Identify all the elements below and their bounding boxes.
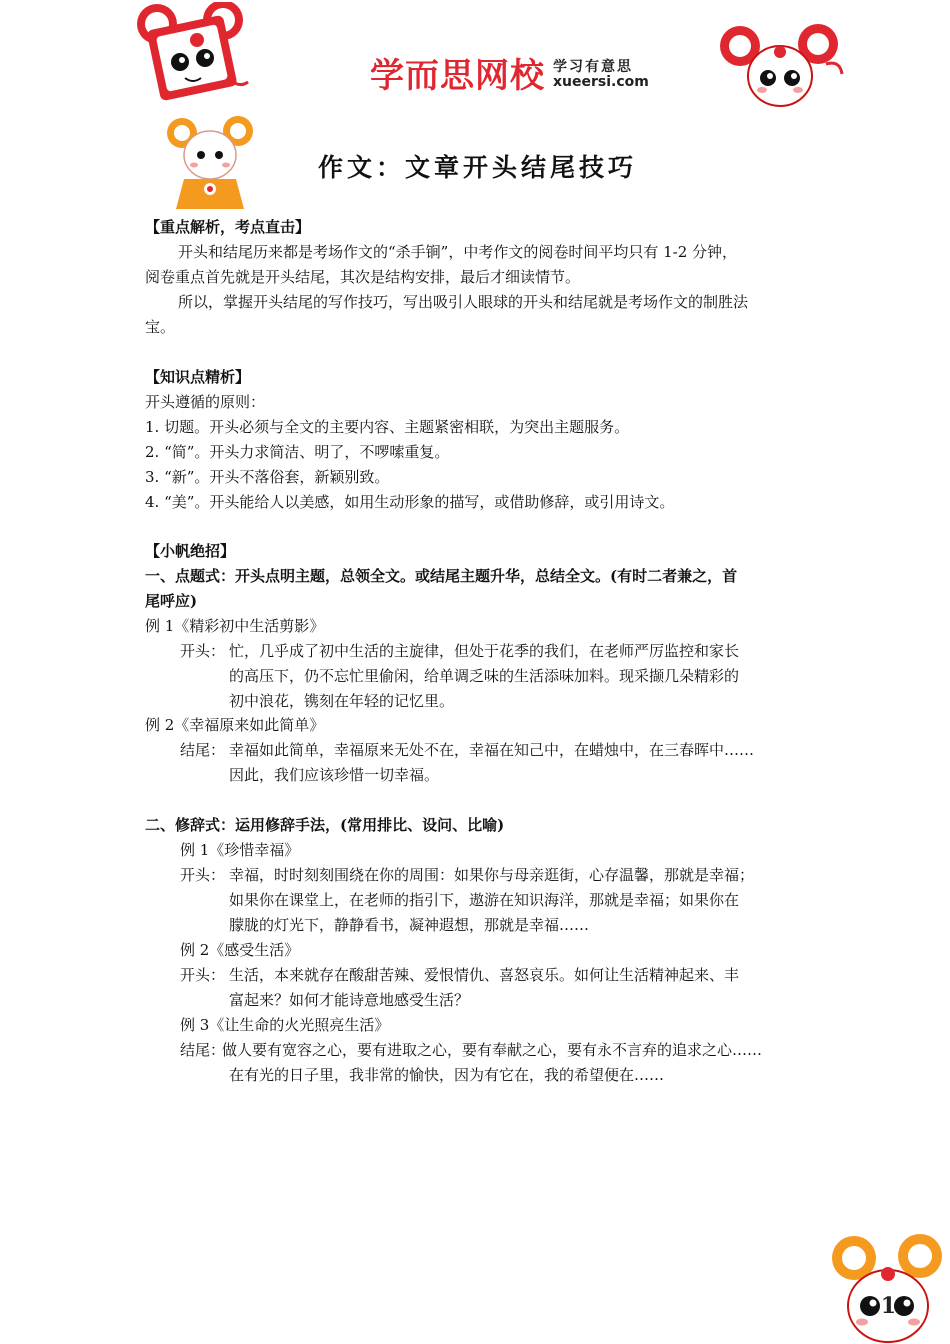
example-title: 例 2《感受生活》 [180,941,300,959]
example-label: 开头： [180,866,226,884]
mascot-card-icon [135,2,260,110]
method-heading: 二、修辞式：运用修辞手法，(常用排比、设问、比喻) [145,816,505,834]
list-item: 3. “新”。开头不落俗套，新颖别致。 [145,468,390,486]
paragraph-line: 宝。 [145,318,176,336]
example-line: 幸福，时时刻刻围绕在你的周围：如果你与母亲逛街，心存温馨，那就是幸福； [229,866,755,884]
example-line: 如果你在课堂上，在老师的指引下，遨游在知识海洋，那就是幸福；如果你在 [229,891,740,909]
mascot-body-icon [164,113,266,210]
list-item: 1. 切题。开头必须与全文的主要内容、主题紧密相联，为突出主题服务。 [145,418,630,436]
example-title: 例 3《让生命的火光照亮生活》 [180,1016,390,1034]
page-number: 1 [880,1293,896,1319]
example-title: 例 1《珍惜幸福》 [180,841,300,859]
paragraph-line: 开头和结尾历来都是考场作文的“杀手锏”，中考作文的阅卷时间平均只有 1-2 分钟， [178,243,738,261]
list-item: 2. “简”。开头力求简洁、明了，不啰嗦重复。 [145,443,450,461]
example-line: 忙，几乎成了初中生活的主旋律，但处于花季的我们，在老师严厉监控和家长 [229,642,740,660]
section-heading-tips: 【小帆绝招】 [145,542,236,560]
list-item: 4. “美”。开头能给人以美感，如用生动形象的描写，或借助修辞，或引用诗文。 [145,493,675,511]
example-line: 做人要有宽容之心，要有进取之心，要有奉献之心，要有永不言弃的追求之心…… [222,1041,763,1059]
section-heading-knowledge: 【知识点精析】 [145,368,251,386]
paragraph-line: 所以，掌握开头结尾的写作技巧，写出吸引人眼球的开头和结尾就是考场作文的制胜法 [178,293,749,311]
example-label: 开头： [180,966,226,984]
principles-intro: 开头遵循的原则： [145,393,266,411]
example-line: 幸福如此简单，幸福原来无处不在，幸福在知己中，在蜡烛中，在三春晖中…… [229,741,755,759]
example-label: 开头： [180,642,226,660]
method-heading: 一、点题式：开头点明主题，总领全文。或结尾主题升华，总结全文。(有时二者兼之，首 [145,567,738,585]
example-line: 的高压下，仍不忘忙里偷闲，给单调乏味的生活添味加料。现采撷几朵精彩的 [229,667,740,685]
example-line: 富起来？如何才能诗意地感受生活？ [229,991,470,1009]
mascot-footer-icon [828,1228,950,1344]
example-line: 在有光的日子里，我非常的愉快，因为有它在，我的希望便在…… [229,1066,665,1084]
example-line: 初中浪花，镌刻在年轻的记忆里。 [229,692,455,710]
paragraph-line: 阅卷重点首先就是开头结尾，其次是结构安排，最后才细读情节。 [145,268,581,286]
brand-logo: 学而思网校 [370,56,545,96]
example-label: 结尾： [180,741,226,759]
section-heading-key-points: 【重点解析，考点直击】 [145,218,311,236]
brand-url: xueersi.com [553,74,649,90]
method-heading: 尾呼应) [145,592,198,610]
example-label: 结尾： [180,1041,226,1059]
example-line: 因此，我们应该珍惜一切幸福。 [229,766,440,784]
example-line: 生活，本来就存在酸甜苦辣、爱恨情仇、喜怒哀乐。如何让生活精神起来、丰 [229,966,740,984]
page-title: 作文：文章开头结尾技巧 [318,153,638,182]
example-line: 朦胧的灯光下，静静看书，凝神遐想，那就是幸福…… [229,916,590,934]
brand-slogan: 学习有意思 [553,59,633,75]
example-title: 例 1《精彩初中生活剪影》 [145,617,325,635]
mascot-head-icon [718,14,848,119]
example-title: 例 2《幸福原来如此简单》 [145,716,325,734]
